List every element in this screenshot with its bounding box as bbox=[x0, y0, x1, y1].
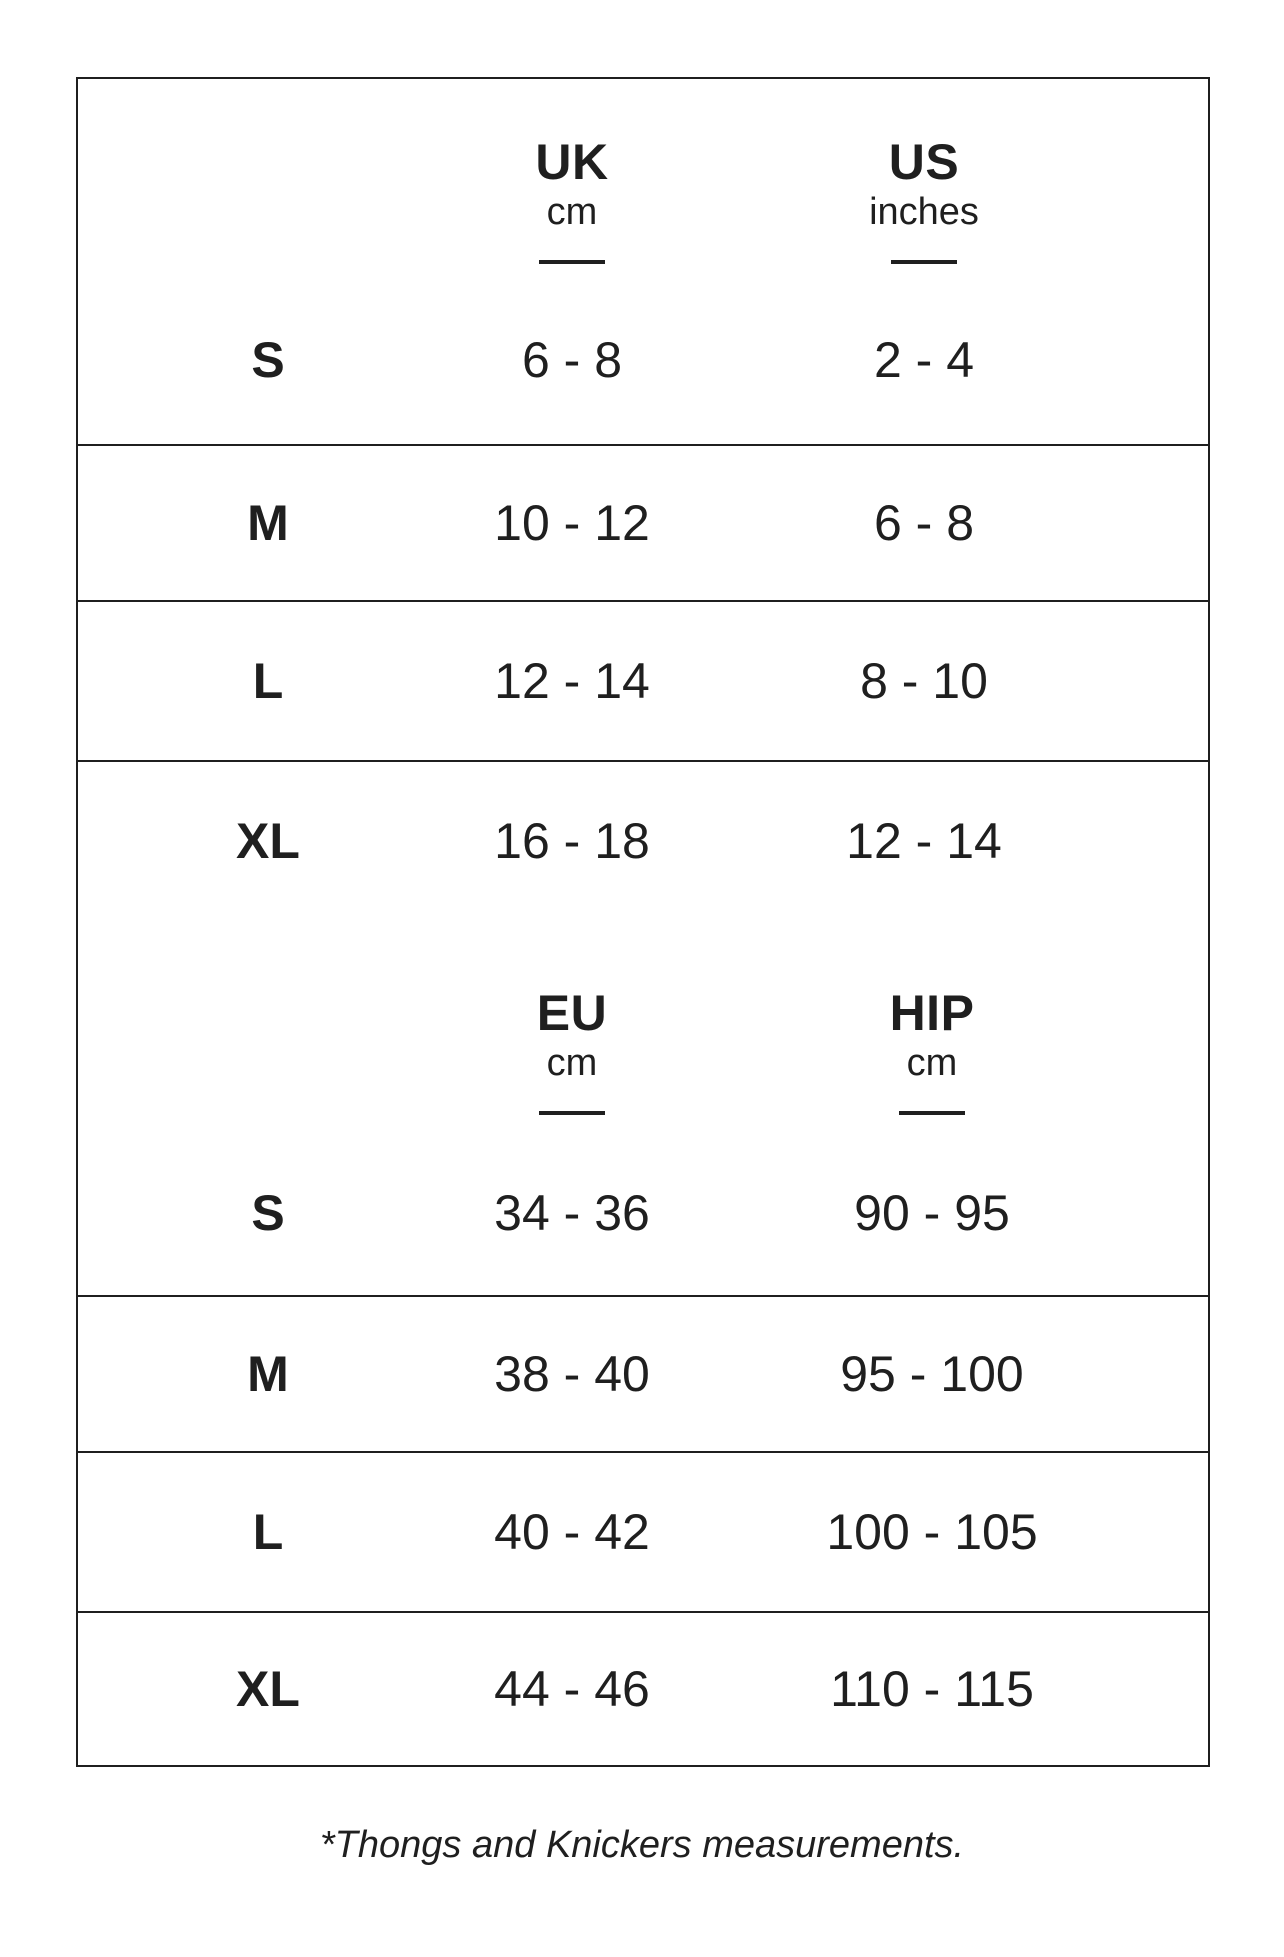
column-unit: inches bbox=[869, 191, 979, 233]
hip-value: 110 - 115 bbox=[830, 1661, 1034, 1717]
eu-value: 44 - 46 bbox=[494, 1661, 650, 1717]
size-label: XL bbox=[236, 1661, 300, 1717]
size-label: XL bbox=[236, 813, 300, 869]
column-unit: cm bbox=[906, 1042, 958, 1084]
column-header-us bbox=[804, 134, 1044, 264]
column-code: UK bbox=[535, 134, 609, 190]
table-row bbox=[78, 332, 1208, 437]
column-header-uk bbox=[452, 134, 692, 264]
table-header bbox=[78, 929, 1208, 1169]
footnote: *Thongs and Knickers measurements. bbox=[319, 1824, 965, 1866]
size-label: M bbox=[247, 495, 289, 551]
table-row bbox=[78, 1451, 1208, 1611]
column-header-hip bbox=[812, 985, 1052, 1115]
uk-value: 6 - 8 bbox=[521, 332, 623, 388]
table-row bbox=[78, 1611, 1208, 1765]
us-value: 8 - 10 bbox=[860, 653, 988, 709]
uk-value: 12 - 14 bbox=[494, 653, 650, 709]
column-code: EU bbox=[536, 985, 608, 1041]
size-label: L bbox=[252, 653, 284, 709]
eu-value: 34 - 36 bbox=[494, 1185, 650, 1241]
header-divider bbox=[899, 1111, 965, 1115]
table-row bbox=[78, 760, 1208, 920]
size-table-eu-hip bbox=[78, 929, 1208, 1767]
size-label: S bbox=[251, 332, 285, 388]
hip-value: 90 - 95 bbox=[854, 1185, 1010, 1241]
header-divider bbox=[539, 1111, 605, 1115]
column-code: US bbox=[888, 134, 960, 190]
uk-value: 10 - 12 bbox=[494, 495, 650, 551]
size-label: M bbox=[247, 1346, 289, 1402]
table-row bbox=[78, 1185, 1208, 1290]
eu-value: 40 - 42 bbox=[494, 1504, 650, 1560]
hip-value: 100 - 105 bbox=[826, 1504, 1038, 1560]
us-value: 12 - 14 bbox=[846, 813, 1002, 869]
column-unit: cm bbox=[546, 191, 598, 233]
table-row bbox=[78, 444, 1208, 600]
size-label: L bbox=[252, 1504, 284, 1560]
column-unit: cm bbox=[546, 1042, 598, 1084]
hip-value: 95 - 100 bbox=[840, 1346, 1024, 1402]
column-header-eu bbox=[452, 985, 692, 1115]
size-label: S bbox=[251, 1185, 285, 1241]
size-chart bbox=[76, 77, 1210, 1767]
column-code: HIP bbox=[889, 985, 975, 1041]
eu-value: 38 - 40 bbox=[494, 1346, 650, 1402]
table-header bbox=[78, 79, 1208, 319]
table-row bbox=[78, 1295, 1208, 1451]
table-row bbox=[78, 600, 1208, 760]
uk-value: 16 - 18 bbox=[494, 813, 650, 869]
us-value: 6 - 8 bbox=[873, 495, 975, 551]
size-table-uk-us bbox=[78, 79, 1208, 929]
header-divider bbox=[891, 260, 957, 264]
header-divider bbox=[539, 260, 605, 264]
us-value: 2 - 4 bbox=[873, 332, 975, 388]
